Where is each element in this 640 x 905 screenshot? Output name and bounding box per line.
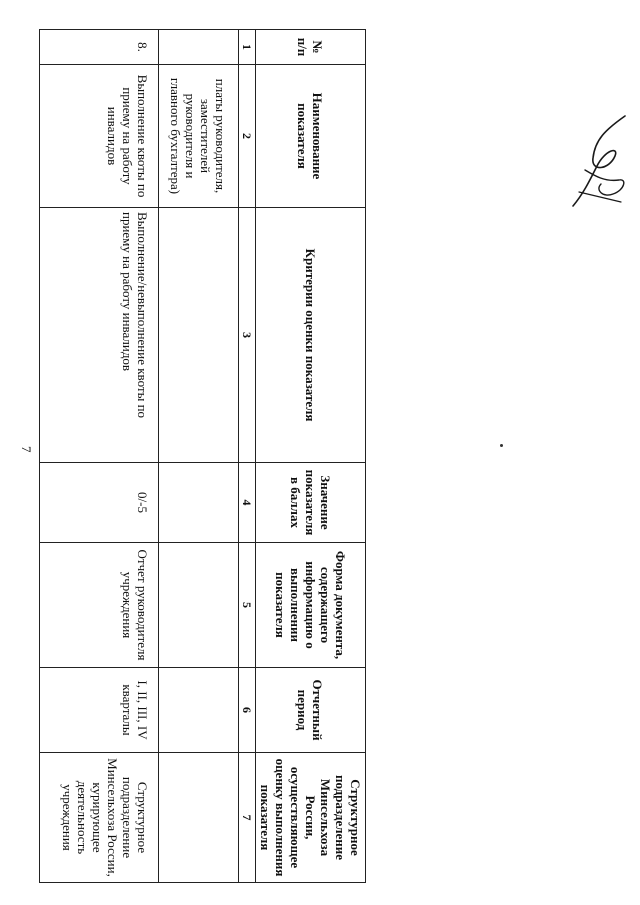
cell [159,753,239,883]
cell-criteria: Выполнение/невыполнение квоты по приему на работу инвалидов [40,208,159,463]
column-number: 2 [239,65,256,208]
header-period: Отчетный период [256,668,366,753]
header-criteria: Критерии оценки показателя [256,208,366,463]
header-department: Структурное подразделение Минсельхоза России, осуществляющее оценку выполнения показателя [256,753,366,883]
cell-document-form: Отчет руководителя учреждения [40,543,159,668]
cell [159,208,239,463]
column-number: 4 [239,463,256,543]
column-number: 7 [239,753,256,883]
cell-indicator-name: Выполнение квоты по приему на работу инвалидов [40,65,159,208]
column-number: 3 [239,208,256,463]
cell-score: 0/-5 [40,463,159,543]
cell [159,543,239,668]
cell-indicator-name: платы руководителя, заместителей руководителя и главного бухгалтера) [159,65,239,208]
cell-num: 8. [40,30,159,65]
page-number: 7 [19,446,34,453]
column-number: 5 [239,543,256,668]
header-num: № п/п [256,30,366,65]
cell-period: I, II, III, IV кварталы [40,668,159,753]
cell [159,463,239,543]
indicator-table [39,29,366,883]
column-number: 1 [239,30,256,65]
column-number: 6 [239,668,256,753]
header-document-form: Форма документа, содержащего информацию о выполнении показателя [256,543,366,668]
cell-department: Структурное подразделение Минсельхоза России, курирующее деятельность учреждения [40,753,159,883]
cell [159,668,239,753]
indicator-table-rotated [51,29,366,882]
table-row [40,30,159,883]
header-score: Значение показателя в баллах [256,463,366,543]
handwritten-signature [565,110,635,220]
continuation-row [159,30,239,883]
header-indicator-name: Наименование показателя [256,65,366,208]
column-number-row [239,30,256,883]
stray-mark [500,444,503,447]
indicator-table-frame [51,29,366,882]
header-row [256,30,366,883]
cell [159,30,239,65]
